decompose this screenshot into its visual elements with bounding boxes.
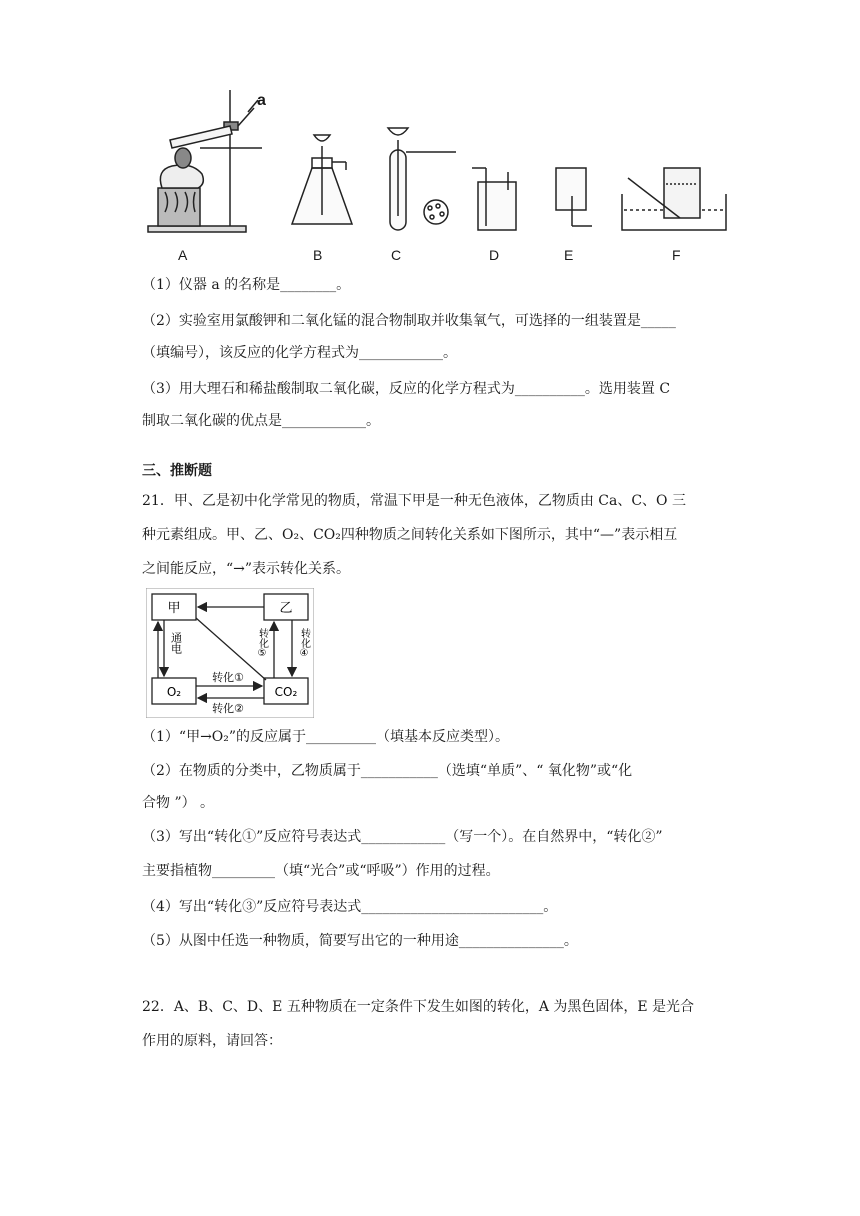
apparatus-e [556, 168, 592, 226]
box-co2-text: CO₂ [274, 685, 298, 699]
box-yi-text: 乙 [279, 601, 293, 616]
q21-stem-line3: 之间能反应，“→”表示转化关系。 [142, 561, 351, 577]
q21-conversion-diagram [146, 588, 314, 718]
apparatus-label-a: A [178, 247, 188, 263]
q21-part3-line2: 主要指植物_________（填“光合”或“呼吸”）作用的过程。 [142, 863, 500, 879]
q20-part1: （1）仪器 a 的名称是________。 [142, 277, 351, 293]
label-conv4: 转化④ [298, 628, 310, 659]
q21-part2-line2: 合物 ”） 。 [142, 795, 215, 811]
q22-stem-line2: 作用的原料，请回答： [142, 1033, 282, 1049]
label-conv5: 转化⑤ [256, 628, 268, 659]
box-jia-text: 甲 [167, 601, 181, 616]
apparatus-label-e: E [564, 247, 574, 263]
pointer-label-a: a [257, 92, 266, 109]
apparatus-d [472, 168, 516, 230]
q21-part1: （1）“甲→O₂”的反应属于__________（填基本反应类型）。 [142, 729, 510, 745]
apparatus-b [292, 135, 352, 224]
q20-part2-line1: （2）实验室用氯酸钾和二氧化锰的混合物制取并收集氧气，可选择的一组装置是_____ [142, 313, 676, 329]
apparatus-label-d: D [489, 247, 500, 263]
label-conv2: 转化② [212, 702, 244, 715]
q21-part3-line1: （3）写出“转化①”反应符号表达式____________（写一个）。在自然界中，“转化②” [142, 829, 663, 845]
q21-stem-line2: 种元素组成。甲、乙、O₂、CO₂四种物质之间转化关系如下图所示，其中“—”表示相互 [142, 527, 678, 543]
apparatus-label-f: F [672, 247, 681, 263]
q20-part2-line2: （填编号），该反应的化学方程式为____________。 [142, 345, 457, 361]
label-tongdian: 通电 [169, 632, 183, 654]
q21-part4: （4）写出“转化③”反应符号表达式__________________________。 [142, 899, 558, 915]
q22-stem-line1: 22．A、B、C、D、E 五种物质在一定条件下发生如图的转化，A 为黑色固体，E 是光合 [142, 999, 695, 1015]
apparatus-a [148, 90, 262, 232]
apparatus-c [388, 128, 456, 230]
apparatus-f [622, 168, 726, 230]
box-o2-text: O₂ [166, 685, 182, 699]
q21-part5: （5）从图中任选一种物质，简要写出它的一种用途_______________。 [142, 933, 578, 949]
q20-part3-line1: （3）用大理石和稀盐酸制取二氧化碳，反应的化学方程式为__________。选用装置 C [142, 381, 671, 397]
apparatus-label-b: B [313, 247, 323, 263]
section-title: 三、推断题 [142, 463, 212, 479]
label-conv1: 转化① [212, 671, 244, 684]
q20-part3-line2: 制取二氧化碳的优点是____________。 [142, 413, 380, 429]
apparatus-label-c: C [391, 247, 402, 263]
q21-part2-line1: （2）在物质的分类中，乙物质属于___________（选填“单质”、“ 氧化物”或“化 [142, 763, 633, 779]
q21-stem-line1: 21．甲、乙是初中化学常见的物质，常温下甲是一种无色液体，乙物质由 Ca、C、O 三 [142, 493, 686, 509]
apparatus-figure [0, 0, 860, 280]
